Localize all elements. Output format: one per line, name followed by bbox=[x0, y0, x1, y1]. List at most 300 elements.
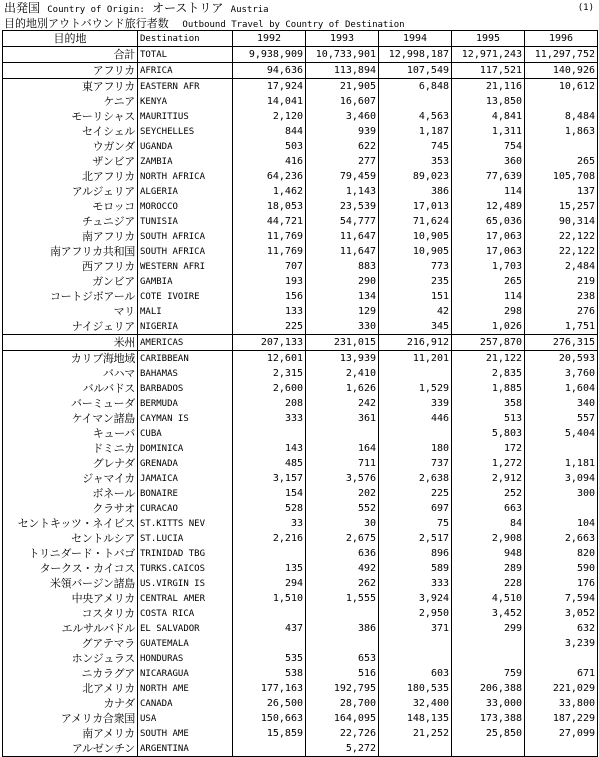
value-cell: 17,013 bbox=[379, 199, 452, 214]
value-cell: 711 bbox=[306, 456, 379, 471]
destination-jp-cell: マリ bbox=[3, 304, 138, 319]
destination-jp-cell: ボネール bbox=[3, 486, 138, 501]
value-cell: 9,938,909 bbox=[233, 47, 306, 63]
value-cell: 745 bbox=[379, 139, 452, 154]
value-cell: 1,604 bbox=[525, 381, 598, 396]
value-cell: 636 bbox=[306, 546, 379, 561]
value-cell: 10,733,901 bbox=[306, 47, 379, 63]
value-cell: 33,800 bbox=[525, 696, 598, 711]
value-cell: 231,015 bbox=[306, 335, 379, 351]
value-cell bbox=[233, 606, 306, 621]
value-cell: 2,908 bbox=[452, 531, 525, 546]
value-cell: 262 bbox=[306, 576, 379, 591]
value-cell: 44,721 bbox=[233, 214, 306, 229]
value-cell: 221,029 bbox=[525, 681, 598, 696]
value-cell: 10,905 bbox=[379, 244, 452, 259]
value-cell: 156 bbox=[233, 289, 306, 304]
value-cell bbox=[379, 651, 452, 666]
value-cell: 16,607 bbox=[306, 94, 379, 109]
value-cell: 94,636 bbox=[233, 63, 306, 79]
value-cell: 663 bbox=[452, 501, 525, 516]
destination-en-cell: COSTA RICA bbox=[138, 606, 233, 621]
value-cell: 15,257 bbox=[525, 199, 598, 214]
value-cell bbox=[233, 741, 306, 757]
value-cell: 820 bbox=[525, 546, 598, 561]
value-cell: 22,122 bbox=[525, 244, 598, 259]
value-cell: 386 bbox=[379, 184, 452, 199]
value-cell: 361 bbox=[306, 411, 379, 426]
table-header-row bbox=[3, 31, 598, 47]
table-row bbox=[3, 486, 598, 501]
destination-en-cell: US.VIRGIN IS bbox=[138, 576, 233, 591]
table-row bbox=[3, 229, 598, 244]
value-cell: 11,647 bbox=[306, 229, 379, 244]
value-cell: 216,912 bbox=[379, 335, 452, 351]
value-cell: 345 bbox=[379, 319, 452, 335]
destination-en-cell: ST.LUCIA bbox=[138, 531, 233, 546]
destination-en-cell: MOROCCO bbox=[138, 199, 233, 214]
value-cell: 252 bbox=[452, 486, 525, 501]
table-row bbox=[3, 366, 598, 381]
table-row bbox=[3, 259, 598, 274]
value-cell: 3,157 bbox=[233, 471, 306, 486]
value-cell: 235 bbox=[379, 274, 452, 289]
value-cell: 773 bbox=[379, 259, 452, 274]
value-cell: 242 bbox=[306, 396, 379, 411]
value-cell: 21,905 bbox=[306, 79, 379, 95]
value-cell bbox=[525, 441, 598, 456]
value-cell: 2,216 bbox=[233, 531, 306, 546]
value-cell bbox=[525, 501, 598, 516]
destination-en-cell: JAMAICA bbox=[138, 471, 233, 486]
value-cell: 360 bbox=[452, 154, 525, 169]
value-cell: 552 bbox=[306, 501, 379, 516]
value-cell: 133 bbox=[233, 304, 306, 319]
table-row bbox=[3, 381, 598, 396]
destination-jp-cell: ガンビア bbox=[3, 274, 138, 289]
destination-en-cell: MALI bbox=[138, 304, 233, 319]
value-cell bbox=[306, 606, 379, 621]
origin-label-en: Country of Origin: bbox=[47, 5, 145, 15]
value-cell: 1,885 bbox=[452, 381, 525, 396]
value-cell: 154 bbox=[233, 486, 306, 501]
destination-en-cell: SEYCHELLES bbox=[138, 124, 233, 139]
value-cell: 84 bbox=[452, 516, 525, 531]
value-cell: 12,489 bbox=[452, 199, 525, 214]
destination-jp-cell: ホンジュラス bbox=[3, 651, 138, 666]
value-cell: 371 bbox=[379, 621, 452, 636]
value-cell: 90,314 bbox=[525, 214, 598, 229]
value-cell: 1,751 bbox=[525, 319, 598, 335]
destination-en-cell: TURKS.CAICOS bbox=[138, 561, 233, 576]
destination-en-cell: UGANDA bbox=[138, 139, 233, 154]
value-cell: 759 bbox=[452, 666, 525, 681]
destination-en-cell: WESTERN AFRI bbox=[138, 259, 233, 274]
value-cell: 437 bbox=[233, 621, 306, 636]
value-cell: 22,726 bbox=[306, 726, 379, 741]
value-cell: 671 bbox=[525, 666, 598, 681]
destination-en-cell: TOTAL bbox=[138, 47, 233, 63]
value-cell bbox=[525, 139, 598, 154]
value-cell: 1,187 bbox=[379, 124, 452, 139]
value-cell: 107,549 bbox=[379, 63, 452, 79]
value-cell: 17,924 bbox=[233, 79, 306, 95]
value-cell: 4,510 bbox=[452, 591, 525, 606]
destination-en-cell: EASTERN AFR bbox=[138, 79, 233, 95]
value-cell: 18,053 bbox=[233, 199, 306, 214]
destination-jp-cell: 東アフリカ bbox=[3, 79, 138, 95]
table-row bbox=[3, 154, 598, 169]
destination-jp-cell: 西アフリカ bbox=[3, 259, 138, 274]
value-cell: 290 bbox=[306, 274, 379, 289]
value-cell: 5,404 bbox=[525, 426, 598, 441]
destination-jp-cell: グアテマラ bbox=[3, 636, 138, 651]
destination-jp-cell: ナイジェリア bbox=[3, 319, 138, 335]
value-cell: 137 bbox=[525, 184, 598, 199]
destination-jp-cell: カナダ bbox=[3, 696, 138, 711]
col-header-year: 1995 bbox=[452, 31, 525, 47]
table-row bbox=[3, 741, 598, 757]
destination-jp-cell: 米州 bbox=[3, 335, 138, 351]
value-cell: 11,201 bbox=[379, 351, 452, 367]
destination-jp-cell: 北アメリカ bbox=[3, 681, 138, 696]
destination-jp-cell: セントキッツ・ネイビス bbox=[3, 516, 138, 531]
page-header bbox=[4, 1, 594, 16]
value-cell: 129 bbox=[306, 304, 379, 319]
origin-country-jp: オーストリア bbox=[152, 1, 224, 15]
value-cell: 513 bbox=[452, 411, 525, 426]
outbound-travel-table bbox=[2, 30, 598, 757]
table-row bbox=[3, 501, 598, 516]
value-cell: 180,535 bbox=[379, 681, 452, 696]
page-number: (1) bbox=[577, 3, 594, 13]
value-cell: 1,555 bbox=[306, 591, 379, 606]
value-cell: 3,052 bbox=[525, 606, 598, 621]
table-row bbox=[3, 244, 598, 259]
destination-en-cell: ZAMBIA bbox=[138, 154, 233, 169]
value-cell: 3,576 bbox=[306, 471, 379, 486]
value-cell: 2,950 bbox=[379, 606, 452, 621]
value-cell: 135 bbox=[233, 561, 306, 576]
destination-jp-cell: 中央アメリカ bbox=[3, 591, 138, 606]
table-row bbox=[3, 561, 598, 576]
value-cell bbox=[379, 741, 452, 757]
value-cell: 939 bbox=[306, 124, 379, 139]
value-cell: 2,835 bbox=[452, 366, 525, 381]
destination-en-cell: TUNISIA bbox=[138, 214, 233, 229]
table-row bbox=[3, 681, 598, 696]
value-cell: 32,400 bbox=[379, 696, 452, 711]
table-row bbox=[3, 139, 598, 154]
value-cell: 180 bbox=[379, 441, 452, 456]
value-cell: 192,795 bbox=[306, 681, 379, 696]
value-cell: 17,063 bbox=[452, 229, 525, 244]
table-row bbox=[3, 606, 598, 621]
destination-en-cell: BAHAMAS bbox=[138, 366, 233, 381]
value-cell: 15,859 bbox=[233, 726, 306, 741]
value-cell: 11,647 bbox=[306, 244, 379, 259]
value-cell: 416 bbox=[233, 154, 306, 169]
value-cell bbox=[525, 94, 598, 109]
value-cell: 10,905 bbox=[379, 229, 452, 244]
table-row bbox=[3, 63, 598, 79]
destination-en-cell: CURACAO bbox=[138, 501, 233, 516]
table-row bbox=[3, 441, 598, 456]
value-cell: 89,023 bbox=[379, 169, 452, 184]
value-cell bbox=[452, 651, 525, 666]
value-cell: 114 bbox=[452, 184, 525, 199]
destination-jp-cell: 南アフリカ bbox=[3, 229, 138, 244]
value-cell: 330 bbox=[306, 319, 379, 335]
value-cell: 105,708 bbox=[525, 169, 598, 184]
value-cell bbox=[379, 636, 452, 651]
value-cell: 535 bbox=[233, 651, 306, 666]
value-cell: 12,998,187 bbox=[379, 47, 452, 63]
value-cell: 228 bbox=[452, 576, 525, 591]
value-cell: 117,521 bbox=[452, 63, 525, 79]
value-cell: 622 bbox=[306, 139, 379, 154]
table-row bbox=[3, 319, 598, 335]
destination-en-cell: ALGERIA bbox=[138, 184, 233, 199]
destination-jp-cell: タークス・カイコス bbox=[3, 561, 138, 576]
value-cell: 23,539 bbox=[306, 199, 379, 214]
value-cell: 289 bbox=[452, 561, 525, 576]
value-cell: 1,272 bbox=[452, 456, 525, 471]
value-cell: 589 bbox=[379, 561, 452, 576]
destination-en-cell: DOMINICA bbox=[138, 441, 233, 456]
value-cell: 2,120 bbox=[233, 109, 306, 124]
destination-en-cell: TRINIDAD TBG bbox=[138, 546, 233, 561]
value-cell: 2,663 bbox=[525, 531, 598, 546]
destination-jp-cell: ニカラグア bbox=[3, 666, 138, 681]
table-row bbox=[3, 199, 598, 214]
subtitle-en: Outbound Travel by Country of Destination bbox=[182, 20, 405, 30]
value-cell: 8,484 bbox=[525, 109, 598, 124]
value-cell: 164 bbox=[306, 441, 379, 456]
value-cell: 114 bbox=[452, 289, 525, 304]
value-cell bbox=[525, 651, 598, 666]
value-cell: 257,870 bbox=[452, 335, 525, 351]
value-cell: 2,484 bbox=[525, 259, 598, 274]
value-cell: 5,272 bbox=[306, 741, 379, 757]
value-cell: 75 bbox=[379, 516, 452, 531]
destination-en-cell: COTE IVOIRE bbox=[138, 289, 233, 304]
value-cell: 176 bbox=[525, 576, 598, 591]
value-cell: 1,703 bbox=[452, 259, 525, 274]
value-cell: 21,252 bbox=[379, 726, 452, 741]
value-cell: 516 bbox=[306, 666, 379, 681]
value-cell: 707 bbox=[233, 259, 306, 274]
value-cell: 2,675 bbox=[306, 531, 379, 546]
destination-jp-cell: ケニア bbox=[3, 94, 138, 109]
value-cell bbox=[379, 94, 452, 109]
value-cell: 151 bbox=[379, 289, 452, 304]
destination-en-cell: KENYA bbox=[138, 94, 233, 109]
value-cell: 1,863 bbox=[525, 124, 598, 139]
table-row bbox=[3, 184, 598, 199]
value-cell: 150,663 bbox=[233, 711, 306, 726]
table-row bbox=[3, 516, 598, 531]
value-cell: 2,410 bbox=[306, 366, 379, 381]
value-cell: 3,760 bbox=[525, 366, 598, 381]
table-row bbox=[3, 591, 598, 606]
value-cell: 207,133 bbox=[233, 335, 306, 351]
destination-en-cell: NIGERIA bbox=[138, 319, 233, 335]
destination-en-cell: BONAIRE bbox=[138, 486, 233, 501]
value-cell: 193 bbox=[233, 274, 306, 289]
value-cell: 219 bbox=[525, 274, 598, 289]
destination-en-cell: USA bbox=[138, 711, 233, 726]
table-row bbox=[3, 471, 598, 486]
value-cell: 590 bbox=[525, 561, 598, 576]
value-cell: 77,639 bbox=[452, 169, 525, 184]
table-row bbox=[3, 711, 598, 726]
value-cell: 12,601 bbox=[233, 351, 306, 367]
value-cell bbox=[233, 426, 306, 441]
value-cell: 333 bbox=[233, 411, 306, 426]
value-cell: 54,777 bbox=[306, 214, 379, 229]
destination-jp-cell: アルゼンチン bbox=[3, 741, 138, 757]
value-cell: 277 bbox=[306, 154, 379, 169]
value-cell: 1,626 bbox=[306, 381, 379, 396]
value-cell: 113,894 bbox=[306, 63, 379, 79]
value-cell bbox=[379, 426, 452, 441]
destination-en-cell: AMERICAS bbox=[138, 335, 233, 351]
table-row bbox=[3, 47, 598, 63]
destination-jp-cell: 南アフリカ共和国 bbox=[3, 244, 138, 259]
destination-jp-cell: ケイマン諸島 bbox=[3, 411, 138, 426]
value-cell: 2,600 bbox=[233, 381, 306, 396]
value-cell: 3,924 bbox=[379, 591, 452, 606]
value-cell: 79,459 bbox=[306, 169, 379, 184]
value-cell bbox=[379, 366, 452, 381]
value-cell bbox=[452, 741, 525, 757]
destination-en-cell: CANADA bbox=[138, 696, 233, 711]
value-cell bbox=[525, 741, 598, 757]
value-cell: 299 bbox=[452, 621, 525, 636]
value-cell: 2,638 bbox=[379, 471, 452, 486]
col-header-destination-jp: 目的地 bbox=[3, 31, 138, 47]
destination-en-cell: NORTH AME bbox=[138, 681, 233, 696]
destination-jp-cell: ウガンダ bbox=[3, 139, 138, 154]
value-cell: 104 bbox=[525, 516, 598, 531]
destination-jp-cell: クラサオ bbox=[3, 501, 138, 516]
value-cell: 948 bbox=[452, 546, 525, 561]
table-row bbox=[3, 426, 598, 441]
destination-en-cell: NORTH AFRICA bbox=[138, 169, 233, 184]
table-row bbox=[3, 109, 598, 124]
value-cell: 446 bbox=[379, 411, 452, 426]
value-cell: 148,135 bbox=[379, 711, 452, 726]
value-cell: 276,315 bbox=[525, 335, 598, 351]
value-cell: 12,971,243 bbox=[452, 47, 525, 63]
destination-jp-cell: ドミニカ bbox=[3, 441, 138, 456]
value-cell bbox=[233, 636, 306, 651]
table-row bbox=[3, 335, 598, 351]
value-cell: 3,452 bbox=[452, 606, 525, 621]
value-cell: 206,388 bbox=[452, 681, 525, 696]
destination-en-cell: ARGENTINA bbox=[138, 741, 233, 757]
value-cell: 339 bbox=[379, 396, 452, 411]
value-cell: 896 bbox=[379, 546, 452, 561]
destination-jp-cell: アフリカ bbox=[3, 63, 138, 79]
value-cell: 294 bbox=[233, 576, 306, 591]
value-cell: 5,803 bbox=[452, 426, 525, 441]
value-cell: 11,297,752 bbox=[525, 47, 598, 63]
value-cell: 6,848 bbox=[379, 79, 452, 95]
table-row bbox=[3, 651, 598, 666]
value-cell: 883 bbox=[306, 259, 379, 274]
table-row bbox=[3, 351, 598, 367]
value-cell bbox=[306, 636, 379, 651]
destination-jp-cell: モロッコ bbox=[3, 199, 138, 214]
destination-en-cell: ST.KITTS NEV bbox=[138, 516, 233, 531]
value-cell: 28,700 bbox=[306, 696, 379, 711]
value-cell: 27,099 bbox=[525, 726, 598, 741]
destination-jp-cell: アルジェリア bbox=[3, 184, 138, 199]
destination-jp-cell: バーミューダ bbox=[3, 396, 138, 411]
value-cell: 265 bbox=[525, 154, 598, 169]
value-cell: 632 bbox=[525, 621, 598, 636]
value-cell: 557 bbox=[525, 411, 598, 426]
value-cell: 503 bbox=[233, 139, 306, 154]
subtitle-jp: 目的地別アウトバウンド旅行者数 bbox=[4, 17, 169, 30]
destination-jp-cell: アメリカ合衆国 bbox=[3, 711, 138, 726]
value-cell: 1,510 bbox=[233, 591, 306, 606]
value-cell: 298 bbox=[452, 304, 525, 319]
value-cell: 386 bbox=[306, 621, 379, 636]
destination-jp-cell: 南アメリカ bbox=[3, 726, 138, 741]
value-cell: 202 bbox=[306, 486, 379, 501]
value-cell: 164,095 bbox=[306, 711, 379, 726]
value-cell: 528 bbox=[233, 501, 306, 516]
destination-jp-cell: ザンビア bbox=[3, 154, 138, 169]
table-subtitle bbox=[4, 15, 594, 29]
value-cell: 238 bbox=[525, 289, 598, 304]
origin-country-en: Austria bbox=[230, 5, 269, 15]
destination-en-cell: SOUTH AME bbox=[138, 726, 233, 741]
destination-en-cell: MAURITIUS bbox=[138, 109, 233, 124]
value-cell: 42 bbox=[379, 304, 452, 319]
destination-en-cell: NICARAGUA bbox=[138, 666, 233, 681]
value-cell: 225 bbox=[233, 319, 306, 335]
value-cell: 187,229 bbox=[525, 711, 598, 726]
destination-jp-cell: バルバドス bbox=[3, 381, 138, 396]
value-cell: 844 bbox=[233, 124, 306, 139]
value-cell: 64,236 bbox=[233, 169, 306, 184]
table-row bbox=[3, 411, 598, 426]
value-cell: 3,460 bbox=[306, 109, 379, 124]
value-cell: 13,850 bbox=[452, 94, 525, 109]
value-cell: 333 bbox=[379, 576, 452, 591]
destination-jp-cell: 北アフリカ bbox=[3, 169, 138, 184]
value-cell: 1,311 bbox=[452, 124, 525, 139]
value-cell: 485 bbox=[233, 456, 306, 471]
col-header-year: 1992 bbox=[233, 31, 306, 47]
destination-jp-cell: エルサルバドル bbox=[3, 621, 138, 636]
value-cell: 11,769 bbox=[233, 244, 306, 259]
value-cell: 2,517 bbox=[379, 531, 452, 546]
table-row bbox=[3, 396, 598, 411]
value-cell: 1,529 bbox=[379, 381, 452, 396]
destination-en-cell: GAMBIA bbox=[138, 274, 233, 289]
table-row bbox=[3, 726, 598, 741]
value-cell: 22,122 bbox=[525, 229, 598, 244]
value-cell: 21,122 bbox=[452, 351, 525, 367]
value-cell bbox=[452, 636, 525, 651]
value-cell: 4,563 bbox=[379, 109, 452, 124]
destination-jp-cell: バハマ bbox=[3, 366, 138, 381]
